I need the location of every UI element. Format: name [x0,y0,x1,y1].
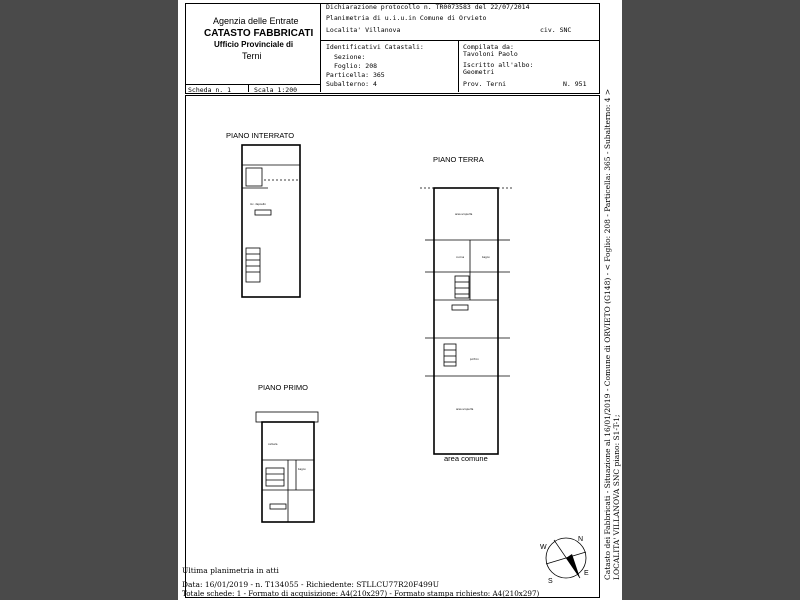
footer-totale-line: Totale schede: 1 - Formato di acquisizione: A4(210x297) - Formato stampa richiesto: A4(210x297) [182,589,540,598]
scala-text: Scala 1:200 [254,86,298,94]
compass-w: W [540,544,547,551]
piano-primo-label: PIANO PRIMO [258,383,309,392]
piano-terra-plan [420,188,512,454]
footer-data-line: Data: 16/01/2019 - n. T134055 - Richiedente: STLLCU77R20F499U [182,580,440,589]
room-label-terra-1: area scoperta [455,213,473,216]
civ-text: civ. SNC [540,26,572,34]
agency-name: Agenzia delle Entrate [213,16,299,26]
room-label-bagno: bagno [482,256,490,259]
room-label-terra-2: area scoperta [456,408,474,411]
subalterno-text: Subalterno: 4 [326,80,377,88]
compass-s: S [548,578,553,585]
foglio-text: Foglio: 208 [334,62,378,70]
compilata-name: Tavoloni Paolo [463,50,518,58]
piano-terra-label: PIANO TERRA [433,155,484,164]
room-label-primo-1: camera [268,443,278,446]
side-text-container [601,88,621,580]
compass-rose [536,528,598,590]
dichiarazione-text: Dichiarazione protocollo n. TR0073583 del 22/07/2014 [326,3,530,11]
prov-text: Prov. Terni [463,80,507,88]
piano-interrato-label: PIANO INTERRATO [226,131,295,140]
north-arrow-icon [566,554,580,578]
planimetria-text: Planimetria di u.i.u.in Comune di Orvieto [326,14,487,22]
iscritto-label: Iscritto all'albo: [463,61,534,69]
piano-interrato-plan [242,145,300,297]
numero-text: N. 951 [563,80,587,88]
iscritto-value: Geometri [463,68,495,76]
compass-n: N [578,536,584,543]
compass-e: E [584,570,589,577]
compilata-label: Compilata da: [463,43,514,51]
piano-primo-plan [256,412,318,522]
room-label-cucina: cucina [456,256,465,259]
scheda-text: Scheda n. 1 [188,86,232,94]
side-text-line2: LOCALITA' VILLANOVA SNC piano: S1-T-1; [612,414,621,580]
localita-text: Localita' Villanova [326,26,401,34]
city-name: Terni [242,51,262,61]
side-text-line1: Catasto dei Fabbricati - Situazione al 16/01/2019 - Comune di ORVIETO (G148) - < Foglio: 208 - Particella: 365 - Subalterno: 4 > [603,88,612,580]
catasto-title: CATASTO FABBRICATI [204,28,314,39]
room-label-portico: portico [470,358,479,361]
room-labels [250,202,490,471]
particella-text: Particella: 365 [326,71,385,79]
ufficio-label: Ufficio Provinciale di [214,40,294,49]
room-label-primo-2: bagno [298,468,306,471]
identificativi-label: Identificativi Catastali: [326,43,424,51]
area-comune-label: area comune [444,454,488,463]
ultima-planimetria: Ultima planimetria in atti [182,566,279,575]
room-label-interrato: loc. deposito [250,203,266,206]
sezione-text: Sezione: [334,53,366,61]
